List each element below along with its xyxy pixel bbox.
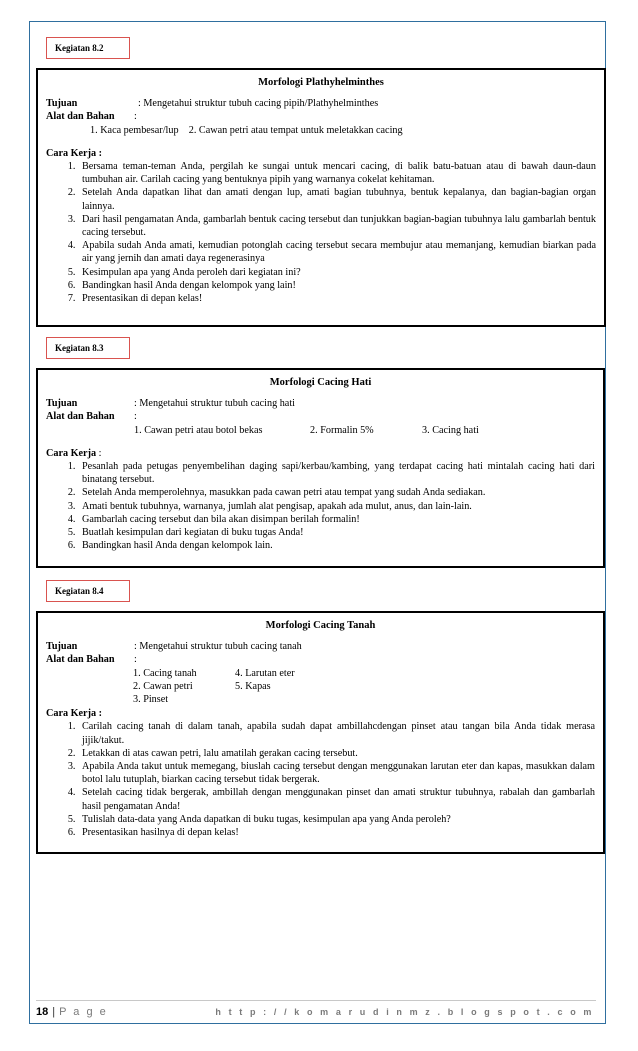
list-item: 2. Letakkan di atas cawan petri, lalu amatilah gerakan cacing tersebut. (78, 747, 595, 760)
materials-row (46, 424, 595, 437)
tujuan-text: : Mengetahui struktur tubuh cacing tanah (134, 641, 302, 653)
material-item: 2. Cawan petri (133, 680, 193, 692)
activity-box-8-2 (36, 68, 606, 327)
alat-colon: : (134, 111, 137, 123)
materials-line: 1. Kaca pembesar/lup 2. Cawan petri atau tempat untuk meletakkan cacing (90, 124, 403, 136)
material-item: 3. Cacing hati (422, 424, 479, 436)
page-word: P a g e (59, 1006, 108, 1018)
activity-title: Morfologi Cacing Hati (269, 377, 372, 388)
activity-box-8-4 (36, 611, 605, 854)
cara-kerja-text: Cara Kerja (46, 447, 97, 459)
list-item: 6. Bandingkan hasil Anda dengan kelompok yang lain! (78, 279, 596, 292)
list-item: 7. Presentasikan di depan kelas! (78, 292, 596, 305)
activity-tag-8-4: Kegiatan 8.4 (46, 580, 130, 602)
list-item: 1. Bersama teman-teman Anda, pergilah ke sungai untuk mencari cacing, di balik batu-batuan atau di bawah daun-daun tumbuhan air. Carilah cacing yang bentuknya pipih yang warnanya cokelat kehitaman. (78, 160, 596, 186)
activity-title: Morfologi Cacing Tanah (265, 620, 376, 631)
activity-tag-8-3: Kegiatan 8.3 (46, 337, 130, 359)
tujuan-text: : Mengetahui struktur tubuh cacing pipih/Plathyhelminthes (138, 98, 379, 110)
materials-grid (46, 667, 595, 707)
tujuan-label: Tujuan (46, 98, 78, 110)
list-item: 3. Dari hasil pengamatan Anda, gambarlah bentuk cacing tersebut dan tunjukkan bagian-bagian tubuhnya lalu gambarlah bentuk cacing tersebut. (78, 213, 596, 239)
material-item: 4. Larutan eter (235, 667, 295, 679)
list-item: 1. Carilah cacing tanah di dalam tanah, apabila sudah dapat ambillahcdengan pinset atau tangan bila Anda tidak merasa jijik/takut. (78, 720, 595, 746)
tujuan-label: Tujuan (46, 398, 78, 410)
material-item: 3. Pinset (133, 694, 169, 706)
page-separator: | (52, 1006, 56, 1018)
material-item: 1. Cacing tanah (133, 667, 197, 679)
alat-label: Alat dan Bahan (46, 411, 115, 423)
page-number: 18 (36, 1006, 49, 1018)
activity-box-8-3 (36, 368, 605, 568)
material-item: 5. Kapas (235, 680, 271, 692)
activity-tag-8-2: Kegiatan 8.2 (46, 37, 130, 59)
cara-kerja-colon: : (96, 447, 102, 459)
activity-title: Morfologi Plathyhelminthes (258, 77, 384, 88)
material-item: 1. Cawan petri atau botol bekas (134, 424, 263, 436)
list-item: 1. Pesanlah pada petugas penyembelihan daging sapi/kerbau/kambing, yang terdapat cacing hati mintalah cacing hati dari binatang tersebut. (78, 460, 595, 486)
cara-kerja-label: Cara Kerja : (46, 708, 103, 720)
list-item: 3. Apabila Anda takut untuk memegang, biuslah cacing tersebut dengan menggunakan larutan eter dan kapas, masukkan dalam botol lalu tutuplah, biarkan cacing tersebut tidak bergerak. (78, 760, 595, 786)
list-item: 6. Bandingkan hasil Anda dengan kelompok lain. (78, 539, 595, 552)
steps-list (46, 460, 595, 552)
alat-label: Alat dan Bahan (46, 111, 115, 123)
alat-colon: : (134, 411, 137, 423)
list-item: 6. Presentasikan hasilnya di depan kelas! (78, 826, 595, 839)
blog-url: h t t p : / / k o m a r u d i n m z . b l o g s p o t . c o m (215, 1007, 594, 1017)
list-item: 2. Setelah Anda memperolehnya, masukkan pada cawan petri atau tempat yang sudah Anda sediakan. (78, 486, 595, 499)
list-item: 4. Apabila sudah Anda amati, kemudian potonglah cacing tersebut secara membujur atau memanjang, kemudian biarkan pada air yang jernih dan amati daya regenerasinya (78, 239, 596, 265)
cara-kerja-label: Cara Kerja : (46, 147, 103, 159)
material-item: 2. Formalin 5% (310, 424, 374, 436)
steps-list (46, 720, 595, 839)
list-item: 5. Buatlah kesimpulan dari kegiatan di buku tugas Anda! (78, 526, 595, 539)
alat-label: Alat dan Bahan (46, 654, 115, 666)
list-item: 4. Setelah cacing tidak bergerak, ambillah dengan menggunakan pinset dan amati struktur tubuhnya, rabalah dan gambarlah hasil pengamatan Anda! (78, 786, 595, 812)
list-item: 2. Setelah Anda dapatkan lihat dan amati dengan lup, amati bagian tubuhnya, bentuk kepalanya, dan bagian-bagian organ lainnya. (78, 186, 596, 212)
list-item: 5. Tulislah data-data yang Anda dapatkan di buku tugas, kesimpulan apa yang Anda peroleh? (78, 813, 595, 826)
list-item: 4. Gambarlah cacing tersebut dan bila akan disimpan berilah formalin! (78, 513, 595, 526)
page-indicator (36, 1006, 108, 1018)
list-item: 3. Amati bentuk tubuhnya, warnanya, jumlah alat pengisap, apakah ada mulut, anus, dan lain-lain. (78, 500, 595, 513)
list-item: 5. Kesimpulan apa yang Anda peroleh dari kegiatan ini? (78, 266, 596, 279)
cara-kerja-label (46, 447, 595, 460)
tujuan-text: : Mengetahui struktur tubuh cacing hati (134, 398, 295, 410)
footer-divider (36, 1000, 596, 1001)
tujuan-label: Tujuan (46, 641, 78, 653)
steps-list (46, 160, 596, 305)
page-footer (36, 1006, 594, 1018)
alat-colon: : (134, 654, 137, 666)
